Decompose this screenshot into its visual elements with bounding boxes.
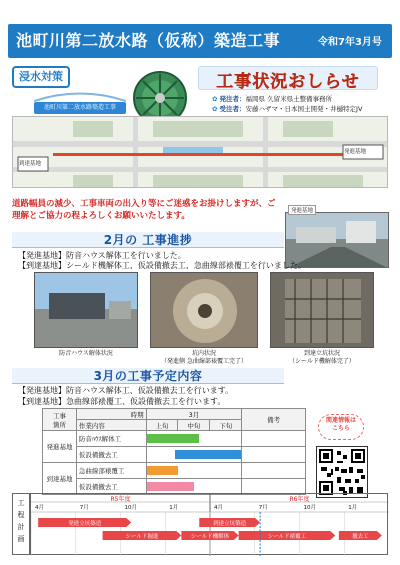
- page-title: 池町川第二放水路（仮称）築造工事: [16, 31, 281, 50]
- schedule-place: 発進基地: [43, 431, 77, 463]
- section-feb-progress: [12, 232, 284, 248]
- month-label: 4月: [35, 505, 44, 511]
- head-place: 工事 箇所: [43, 409, 77, 431]
- related-info-note: 関連情報は こちら: [318, 414, 364, 440]
- year-r6: R6年度: [289, 496, 310, 503]
- head-work: 作業内容: [76, 420, 146, 431]
- orderer-label: 発注者：: [219, 95, 246, 103]
- organization-info: [212, 94, 398, 114]
- month-label: 1月: [169, 505, 179, 511]
- period-early: 上旬: [146, 420, 178, 431]
- flower-icon: ✿: [212, 95, 218, 103]
- process-bar-label: シールド掘進: [125, 533, 159, 540]
- map-label-departure: 発進基地: [344, 149, 367, 155]
- period-late: 下旬: [210, 420, 242, 431]
- schedule-bar: [147, 482, 194, 491]
- schedule-note: [242, 431, 306, 447]
- process-bar-label: 発進立坑築造: [68, 520, 102, 527]
- photo-caption-arrival: 到達立坑状況 （シールド機解体完了）: [289, 350, 355, 365]
- process-bar-label: 到達立坑築造: [213, 520, 247, 527]
- qr-code[interactable]: [316, 446, 368, 498]
- notice-text: 道路幅員の減少、工事車両の出入り等にご迷惑をお掛けしますが、ご理解とご協力の程よろしくお願いいたします。: [12, 199, 276, 221]
- month-label: 10月: [124, 505, 137, 511]
- schedule-bar: [147, 466, 178, 475]
- schedule-note: [242, 463, 306, 479]
- schedule-work: 急曲線部裱覆工: [76, 463, 146, 479]
- tunnel-illustration: [34, 90, 126, 102]
- schedule-gantt-cell: [146, 431, 242, 447]
- schedule-work: 防音ﾊｳｽ解体工: [76, 431, 146, 447]
- project-name-tag: 池町川第二放水路築造工事: [34, 102, 126, 114]
- process-plan-label: 工 程 計 画: [12, 493, 30, 555]
- orderer-row: [212, 94, 398, 104]
- mar-line-departure: 【発進基地】防音ハウス解体工、仮設備撤去工を行います。: [18, 386, 234, 395]
- section-mar-plan: [12, 368, 284, 384]
- photo-caption-soundproof: 防音ハウス解体状況: [59, 350, 113, 357]
- schedule-work: 仮設備撤去工: [76, 447, 146, 463]
- contractor-name: 安藤ハザマ・日本国土開発・井樋特定JV: [245, 105, 363, 113]
- schedule-bar: [147, 434, 199, 443]
- schedule-place: 到達基地: [43, 463, 77, 495]
- head-month: 3月: [146, 409, 242, 420]
- process-bar-label: 撤去工: [352, 533, 369, 540]
- month-label: 1月: [348, 505, 358, 511]
- schedule-bar: [175, 450, 241, 459]
- schedule-table: [42, 408, 306, 495]
- head-period: 時期: [76, 409, 146, 420]
- month-label: 7月: [79, 505, 89, 511]
- year-r5: R5年度: [110, 496, 131, 503]
- section-feb-title: 2月の 工事進捗: [103, 233, 193, 247]
- contractor-label: 受注者：: [219, 105, 246, 113]
- schedule-row: [43, 447, 306, 463]
- schedule-note: [242, 447, 306, 463]
- period-mid: 中旬: [178, 420, 210, 431]
- contractor-row: [212, 104, 398, 114]
- process-bar-label: シールド裱覆工: [267, 533, 307, 540]
- status-title: 工事状況おしらせ: [216, 72, 360, 92]
- arrival-shaft-photo: [270, 272, 374, 348]
- schedule-row: [43, 431, 306, 447]
- schedule-gantt-cell: [146, 463, 242, 479]
- map-label-arrival: 到達基地: [19, 161, 42, 167]
- mar-line-arrival: 【到達基地】急曲線部裱覆工、仮設備撤去工を行います。: [18, 397, 226, 406]
- issue-date: 令和7年3月号: [318, 37, 382, 48]
- section-mar-title: 3月の工事予定内容: [93, 369, 203, 383]
- schedule-work: 仮設備撤去工: [76, 479, 146, 495]
- schedule-gantt-cell: [146, 447, 242, 463]
- feb-line-arrival: 【到達基地】シールド機解体工、仮設備撤去工、急曲線部裱覆工を行いました。: [18, 261, 306, 270]
- tunnel-interior-photo: [150, 272, 258, 348]
- flower-icon: ✿: [212, 105, 218, 113]
- feb-line-departure: 【発進基地】防音ハウス解体工を行いました。: [18, 251, 186, 260]
- flood-measure-badge: 浸水対策: [12, 66, 70, 88]
- departure-site-photo-label: 発進基地: [288, 205, 316, 215]
- month-label: 7月: [258, 505, 268, 511]
- schedule-row: [43, 463, 306, 479]
- head-note: 備考: [242, 409, 306, 431]
- route-map: [12, 116, 388, 188]
- photo-caption-tunnel: 坑内状況 （発進側 急曲線部裱覆工完了）: [161, 350, 247, 365]
- month-label: 4月: [214, 505, 223, 511]
- process-plan: [30, 493, 388, 555]
- soundproof-house-photo: [34, 272, 138, 348]
- month-label: 10月: [303, 505, 316, 511]
- orderer-name: 福岡県 久留米県土整備事務所: [245, 95, 333, 103]
- process-bar-label: シールド機解体: [190, 533, 230, 540]
